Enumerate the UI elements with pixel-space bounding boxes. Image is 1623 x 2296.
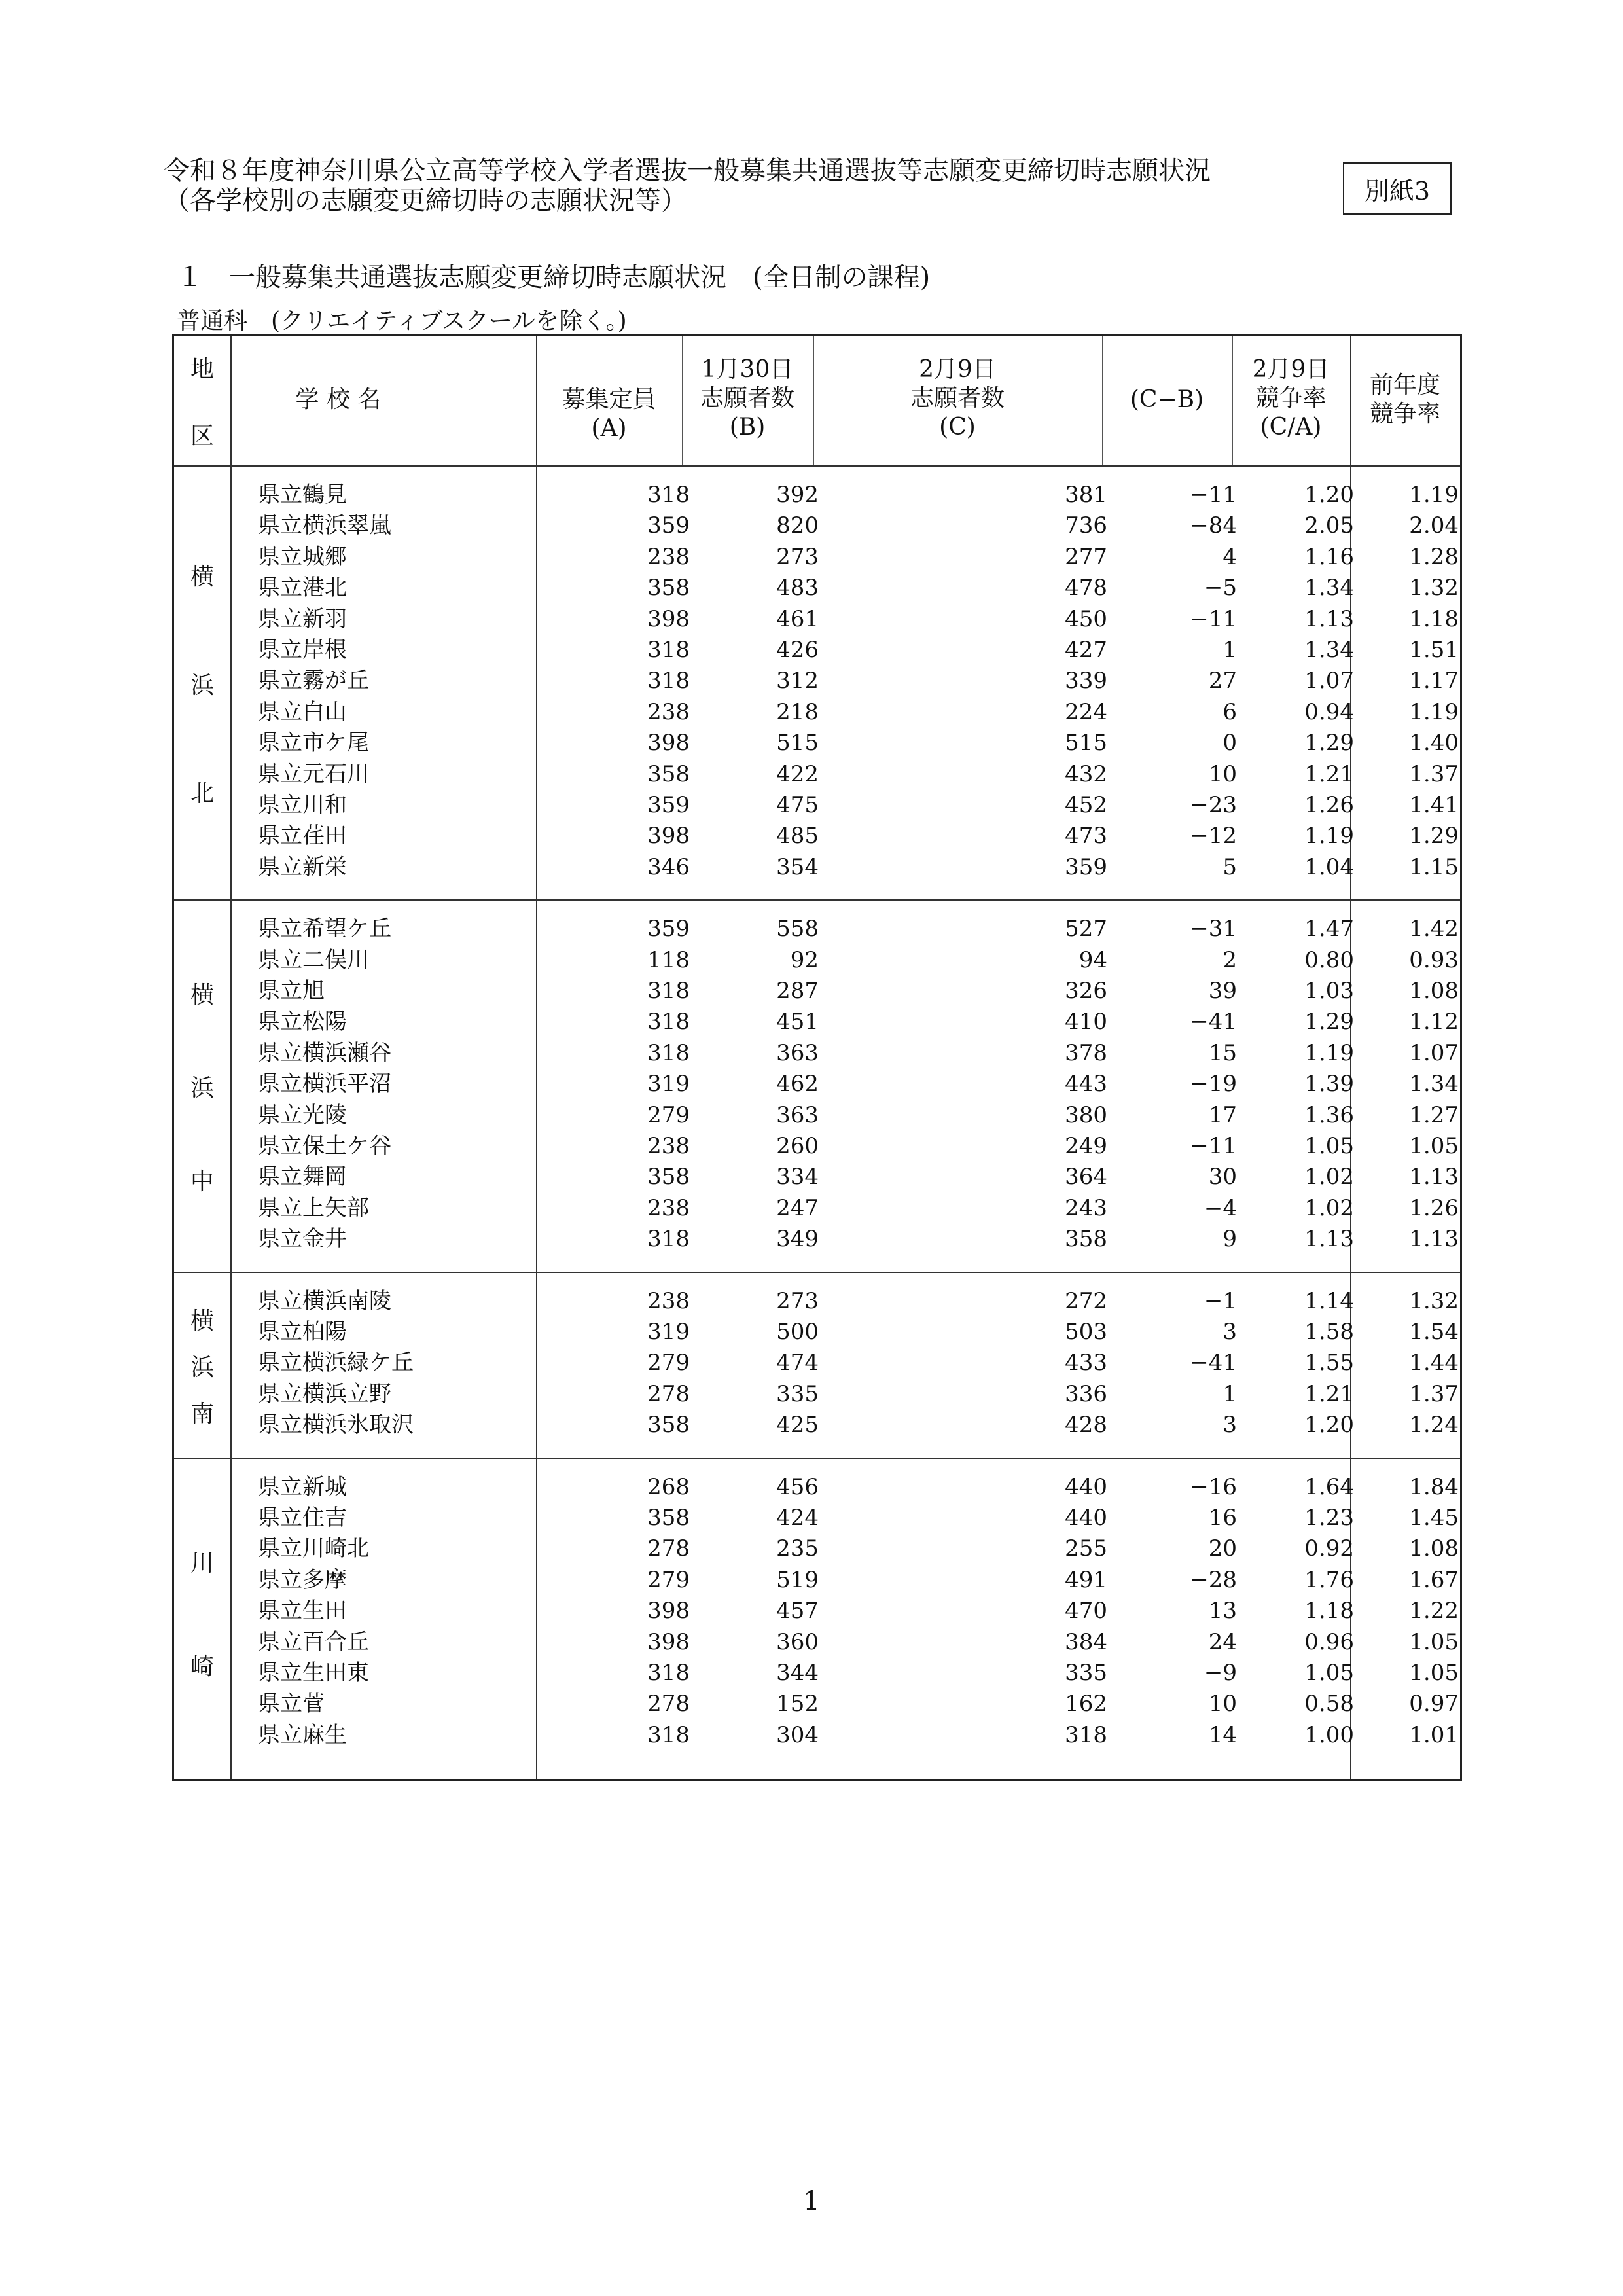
jan30-value: 260: [776, 1133, 819, 1159]
header-feb9: 2月9日 志願者数 (C): [910, 356, 1005, 440]
jan30-value: 422: [776, 761, 819, 787]
feb9-value: 359: [1065, 853, 1107, 880]
feb9-value: 515: [1065, 730, 1107, 757]
diff-value: −11: [1190, 482, 1237, 508]
jan30-value: 273: [776, 543, 819, 570]
feb9-value: 428: [1065, 1412, 1107, 1439]
diff-value: 3: [1222, 1319, 1237, 1345]
school-name: 県立保土ケ谷: [258, 1133, 391, 1159]
ratio-value: 1.02: [1304, 1164, 1354, 1191]
school-name: 県立希望ケ丘: [258, 916, 391, 942]
ratio-value: 1.20: [1304, 1412, 1354, 1439]
capacity-value: 398: [647, 1598, 690, 1624]
prev-ratio-value: 1.08: [1409, 978, 1459, 1004]
jan30-value: 558: [776, 916, 819, 942]
jan30-value: 273: [776, 1287, 819, 1314]
prev-ratio-value: 1.32: [1409, 575, 1459, 601]
capacity-value: 278: [647, 1691, 690, 1717]
capacity-value: 359: [647, 512, 690, 539]
ratio-value: 1.05: [1304, 1660, 1354, 1686]
feb9-value: 339: [1065, 668, 1107, 694]
capacity-value: 346: [647, 853, 690, 880]
diff-value: 6: [1222, 698, 1237, 725]
jan30-value: 451: [776, 1009, 819, 1035]
header-school: 学 校 名: [295, 386, 382, 413]
ratio-value: 0.94: [1304, 698, 1354, 725]
school-name: 県立生田東: [258, 1660, 369, 1686]
prev-ratio-value: 0.93: [1409, 946, 1459, 973]
ratio-value: 1.16: [1304, 543, 1354, 570]
capacity-value: 398: [647, 605, 690, 632]
region-label-char: 横: [190, 1307, 214, 1335]
diff-value: 3: [1222, 1412, 1237, 1439]
feb9-value: 378: [1065, 1039, 1107, 1066]
ratio-value: 1.36: [1304, 1102, 1354, 1128]
school-name: 県立新城: [258, 1473, 347, 1500]
prev-ratio-value: 1.12: [1409, 1009, 1459, 1035]
capacity-value: 268: [647, 1473, 690, 1500]
applicant-status-table: [172, 334, 1462, 1781]
header-jan30: 1月30日 志願者数 (B): [700, 356, 794, 440]
diff-value: −84: [1190, 512, 1237, 539]
diff-value: −4: [1204, 1194, 1237, 1221]
jan30-value: 457: [776, 1598, 819, 1624]
capacity-value: 279: [647, 1350, 690, 1376]
ratio-value: 1.64: [1304, 1473, 1354, 1500]
school-name: 県立横浜平沼: [258, 1071, 391, 1098]
jan30-value: 344: [776, 1660, 819, 1686]
prev-ratio-value: 1.19: [1409, 482, 1459, 508]
school-name: 県立川和: [258, 792, 347, 818]
ratio-value: 1.19: [1304, 1039, 1354, 1066]
diff-value: −23: [1190, 792, 1237, 818]
header-region: 地 区: [190, 356, 214, 450]
diff-value: −5: [1204, 575, 1237, 601]
grid-line: [230, 336, 232, 1779]
ratio-value: 1.39: [1304, 1071, 1354, 1098]
feb9-value: 364: [1065, 1164, 1107, 1191]
feb9-value: 255: [1065, 1535, 1107, 1562]
school-name: 県立横浜瀬谷: [258, 1039, 391, 1066]
school-name: 県立岸根: [258, 637, 347, 663]
feb9-value: 443: [1065, 1071, 1107, 1098]
prev-ratio-value: 0.97: [1409, 1691, 1459, 1717]
ratio-value: 0.58: [1304, 1691, 1354, 1717]
school-name: 県立白山: [258, 698, 347, 725]
prev-ratio-value: 1.26: [1409, 1194, 1459, 1221]
jan30-value: 426: [776, 637, 819, 663]
school-name: 県立川崎北: [258, 1535, 369, 1562]
diff-value: 15: [1208, 1039, 1237, 1066]
school-name: 県立霧が丘: [258, 668, 369, 694]
prev-ratio-value: 1.28: [1409, 543, 1459, 570]
capacity-value: 358: [647, 1412, 690, 1439]
jan30-value: 820: [776, 512, 819, 539]
capacity-value: 278: [647, 1535, 690, 1562]
ratio-value: 1.29: [1304, 1009, 1354, 1035]
jan30-value: 425: [776, 1412, 819, 1439]
prev-ratio-value: 1.05: [1409, 1133, 1459, 1159]
school-name: 県立舞岡: [258, 1164, 347, 1191]
feb9-value: 410: [1065, 1009, 1107, 1035]
ratio-value: 1.20: [1304, 482, 1354, 508]
prev-ratio-value: 1.18: [1409, 605, 1459, 632]
school-name: 県立鶴見: [258, 482, 347, 508]
capacity-value: 319: [647, 1319, 690, 1345]
jan30-value: 218: [776, 698, 819, 725]
jan30-value: 334: [776, 1164, 819, 1191]
prev-ratio-value: 1.41: [1409, 792, 1459, 818]
feb9-value: 249: [1065, 1133, 1107, 1159]
capacity-value: 398: [647, 730, 690, 757]
diff-value: 10: [1208, 1691, 1237, 1717]
document-title: [164, 156, 1211, 216]
capacity-value: 238: [647, 543, 690, 570]
header-ratio: 2月9日 競争率 (C/A): [1252, 356, 1330, 440]
jan30-value: 247: [776, 1194, 819, 1221]
jan30-value: 312: [776, 668, 819, 694]
diff-value: 2: [1222, 946, 1237, 973]
region-label-char: 川: [190, 1550, 214, 1577]
diff-value: −19: [1190, 1071, 1237, 1098]
ratio-value: 0.96: [1304, 1628, 1354, 1655]
jan30-value: 474: [776, 1350, 819, 1376]
school-name: 県立横浜緑ケ丘: [258, 1350, 414, 1376]
jan30-value: 349: [776, 1226, 819, 1253]
diff-value: 17: [1208, 1102, 1237, 1128]
diff-value: 9: [1222, 1226, 1237, 1253]
diff-value: −31: [1190, 916, 1237, 942]
prev-ratio-value: 1.19: [1409, 698, 1459, 725]
feb9-value: 427: [1065, 637, 1107, 663]
header-prev: 前年度 競争率: [1369, 372, 1440, 427]
capacity-value: 318: [647, 1660, 690, 1686]
school-name: 県立市ケ尾: [258, 730, 369, 757]
ratio-value: 1.14: [1304, 1287, 1354, 1314]
jan30-value: 475: [776, 792, 819, 818]
feb9-value: 335: [1065, 1660, 1107, 1686]
diff-value: 1: [1222, 637, 1237, 663]
region-divider: [174, 1458, 1460, 1459]
capacity-value: 238: [647, 1133, 690, 1159]
feb9-value: 380: [1065, 1102, 1107, 1128]
capacity-value: 358: [647, 761, 690, 787]
diff-value: 30: [1208, 1164, 1237, 1191]
capacity-value: 318: [647, 1039, 690, 1066]
feb9-value: 272: [1065, 1287, 1107, 1314]
region-label-char: 浜: [190, 1354, 214, 1381]
jan30-value: 462: [776, 1071, 819, 1098]
capacity-value: 318: [647, 637, 690, 663]
school-name: 県立横浜南陵: [258, 1287, 391, 1314]
ratio-value: 0.92: [1304, 1535, 1354, 1562]
prev-ratio-value: 1.17: [1409, 668, 1459, 694]
school-name: 県立荏田: [258, 823, 347, 850]
diff-value: 14: [1208, 1721, 1237, 1748]
jan30-value: 483: [776, 575, 819, 601]
diff-value: −12: [1190, 823, 1237, 850]
diff-value: −11: [1190, 1133, 1237, 1159]
prev-ratio-value: 1.27: [1409, 1102, 1459, 1128]
ratio-value: 1.03: [1304, 978, 1354, 1004]
jan30-value: 354: [776, 853, 819, 880]
jan30-value: 287: [776, 978, 819, 1004]
capacity-value: 319: [647, 1071, 690, 1098]
ratio-value: 1.55: [1304, 1350, 1354, 1376]
school-name: 県立港北: [258, 575, 347, 601]
header-diff: (C−B): [1130, 386, 1204, 413]
page-number: 1: [803, 2186, 820, 2216]
feb9-value: 384: [1065, 1628, 1107, 1655]
feb9-value: 503: [1065, 1319, 1107, 1345]
diff-value: 4: [1222, 543, 1237, 570]
ratio-value: 1.21: [1304, 1380, 1354, 1407]
prev-ratio-value: 1.22: [1409, 1598, 1459, 1624]
feb9-value: 358: [1065, 1226, 1107, 1253]
prev-ratio-value: 1.54: [1409, 1319, 1459, 1345]
feb9-value: 440: [1065, 1473, 1107, 1500]
school-name: 県立生田: [258, 1598, 347, 1624]
capacity-value: 279: [647, 1102, 690, 1128]
feb9-value: 470: [1065, 1598, 1107, 1624]
prev-ratio-value: 1.42: [1409, 916, 1459, 942]
capacity-value: 358: [647, 1164, 690, 1191]
feb9-value: 527: [1065, 916, 1107, 942]
jan30-value: 461: [776, 605, 819, 632]
capacity-value: 238: [647, 698, 690, 725]
ratio-value: 1.00: [1304, 1721, 1354, 1748]
diff-value: 24: [1208, 1628, 1237, 1655]
prev-ratio-value: 2.04: [1409, 512, 1459, 539]
jan30-value: 515: [776, 730, 819, 757]
prev-ratio-value: 1.24: [1409, 1412, 1459, 1439]
jan30-value: 424: [776, 1505, 819, 1531]
prev-ratio-value: 1.51: [1409, 637, 1459, 663]
capacity-value: 398: [647, 823, 690, 850]
school-name: 県立新栄: [258, 853, 347, 880]
prev-ratio-value: 1.40: [1409, 730, 1459, 757]
jan30-value: 360: [776, 1628, 819, 1655]
capacity-value: 358: [647, 1505, 690, 1531]
school-name: 県立柏陽: [258, 1319, 347, 1345]
header-capacity: 募集定員 (A): [562, 386, 656, 442]
ratio-value: 1.18: [1304, 1598, 1354, 1624]
diff-value: 39: [1208, 978, 1237, 1004]
prev-ratio-value: 1.37: [1409, 1380, 1459, 1407]
jan30-value: 485: [776, 823, 819, 850]
diff-value: −41: [1190, 1009, 1237, 1035]
prev-ratio-value: 1.05: [1409, 1660, 1459, 1686]
title-line-1: 令和８年度神奈川県公立高等学校入学者選抜一般募集共通選抜等志願変更締切時志願状況: [164, 156, 1211, 186]
header-divider: [174, 465, 1460, 467]
feb9-value: 326: [1065, 978, 1107, 1004]
ratio-value: 1.26: [1304, 792, 1354, 818]
prev-ratio-value: 1.67: [1409, 1566, 1459, 1593]
feb9-value: 478: [1065, 575, 1107, 601]
feb9-value: 224: [1065, 698, 1107, 725]
capacity-value: 278: [647, 1380, 690, 1407]
capacity-value: 318: [647, 1226, 690, 1253]
ratio-value: 0.80: [1304, 946, 1354, 973]
school-name: 県立多摩: [258, 1566, 347, 1593]
diff-value: 13: [1208, 1598, 1237, 1624]
ratio-value: 1.02: [1304, 1194, 1354, 1221]
capacity-value: 279: [647, 1566, 690, 1593]
prev-ratio-value: 1.08: [1409, 1535, 1459, 1562]
region-label-char: 横: [190, 563, 214, 590]
region-divider: [174, 1272, 1460, 1273]
capacity-value: 318: [647, 978, 690, 1004]
jan30-value: 363: [776, 1039, 819, 1066]
prev-ratio-value: 1.07: [1409, 1039, 1459, 1066]
school-name: 県立二俣川: [258, 946, 369, 973]
school-name: 県立城郷: [258, 543, 347, 570]
feb9-value: 433: [1065, 1350, 1107, 1376]
region-label-char: 南: [190, 1400, 214, 1427]
feb9-value: 336: [1065, 1380, 1107, 1407]
school-name: 県立横浜立野: [258, 1380, 391, 1407]
ratio-value: 1.07: [1304, 668, 1354, 694]
diff-value: −1: [1204, 1287, 1237, 1314]
school-name: 県立横浜翠嵐: [258, 512, 391, 539]
ratio-value: 1.76: [1304, 1566, 1354, 1593]
title-line-2: （各学校別の志願変更締切時の志願状況等）: [164, 186, 687, 216]
prev-ratio-value: 1.13: [1409, 1226, 1459, 1253]
capacity-value: 358: [647, 575, 690, 601]
prev-ratio-value: 1.05: [1409, 1628, 1459, 1655]
diff-value: −11: [1190, 605, 1237, 632]
diff-value: 0: [1222, 730, 1237, 757]
diff-value: −28: [1190, 1566, 1237, 1593]
feb9-value: 318: [1065, 1721, 1107, 1748]
capacity-value: 318: [647, 1009, 690, 1035]
grid-line: [536, 336, 537, 1779]
school-name: 県立光陵: [258, 1102, 347, 1128]
feb9-value: 452: [1065, 792, 1107, 818]
diff-value: −41: [1190, 1350, 1237, 1376]
ratio-value: 1.13: [1304, 1226, 1354, 1253]
section-heading: １ 一般募集共通選抜志願変更締切時志願状況 (全日制の課程): [177, 262, 931, 293]
feb9-value: 473: [1065, 823, 1107, 850]
capacity-value: 318: [647, 482, 690, 508]
diff-value: 20: [1208, 1535, 1237, 1562]
ratio-value: 1.23: [1304, 1505, 1354, 1531]
feb9-value: 277: [1065, 543, 1107, 570]
jan30-value: 456: [776, 1473, 819, 1500]
ratio-value: 1.21: [1304, 761, 1354, 787]
school-name: 県立横浜氷取沢: [258, 1412, 414, 1439]
school-name: 県立上矢部: [258, 1194, 369, 1221]
school-name: 県立菅: [258, 1691, 325, 1717]
feb9-value: 440: [1065, 1505, 1107, 1531]
ratio-value: 1.13: [1304, 605, 1354, 632]
region-label-char: 北: [190, 780, 214, 808]
school-name: 県立麻生: [258, 1721, 347, 1748]
prev-ratio-value: 1.84: [1409, 1473, 1459, 1500]
subsection-heading: 普通科 (クリエイティブスクールを除く。): [177, 308, 627, 334]
jan30-value: 500: [776, 1319, 819, 1345]
feb9-value: 162: [1065, 1691, 1107, 1717]
school-name: 県立旭: [258, 978, 325, 1004]
region-label-char: 崎: [190, 1653, 214, 1681]
jan30-value: 335: [776, 1380, 819, 1407]
prev-ratio-value: 1.13: [1409, 1164, 1459, 1191]
jan30-value: 152: [776, 1691, 819, 1717]
diff-value: 27: [1208, 668, 1237, 694]
school-name: 県立元石川: [258, 761, 369, 787]
ratio-value: 1.58: [1304, 1319, 1354, 1345]
diff-value: −16: [1190, 1473, 1237, 1500]
ratio-value: 1.34: [1304, 637, 1354, 663]
school-name: 県立住吉: [258, 1505, 347, 1531]
feb9-value: 243: [1065, 1194, 1107, 1221]
school-name: 県立新羽: [258, 605, 347, 632]
jan30-value: 304: [776, 1721, 819, 1748]
capacity-value: 318: [647, 1721, 690, 1748]
capacity-value: 238: [647, 1194, 690, 1221]
jan30-value: 392: [776, 482, 819, 508]
feb9-value: 491: [1065, 1566, 1107, 1593]
ratio-value: 1.29: [1304, 730, 1354, 757]
jan30-value: 235: [776, 1535, 819, 1562]
ratio-value: 1.05: [1304, 1133, 1354, 1159]
diff-value: 1: [1222, 1380, 1237, 1407]
school-name: 県立松陽: [258, 1009, 347, 1035]
ratio-value: 1.04: [1304, 853, 1354, 880]
prev-ratio-value: 1.32: [1409, 1287, 1459, 1314]
feb9-value: 450: [1065, 605, 1107, 632]
jan30-value: 92: [790, 946, 819, 973]
region-divider: [174, 899, 1460, 901]
region-label-char: 浜: [190, 672, 214, 699]
capacity-value: 359: [647, 916, 690, 942]
feb9-value: 94: [1079, 946, 1107, 973]
prev-ratio-value: 1.45: [1409, 1505, 1459, 1531]
prev-ratio-value: 1.29: [1409, 823, 1459, 850]
prev-ratio-value: 1.01: [1409, 1721, 1459, 1748]
ratio-value: 1.47: [1304, 916, 1354, 942]
prev-ratio-value: 1.34: [1409, 1071, 1459, 1098]
region-label-char: 横: [190, 982, 214, 1009]
ratio-value: 1.34: [1304, 575, 1354, 601]
jan30-value: 363: [776, 1102, 819, 1128]
region-label-char: 中: [190, 1168, 214, 1195]
capacity-value: 118: [647, 946, 690, 973]
school-name: 県立百合丘: [258, 1628, 369, 1655]
ratio-value: 2.05: [1304, 512, 1354, 539]
capacity-value: 398: [647, 1628, 690, 1655]
feb9-value: 432: [1065, 761, 1107, 787]
diff-value: 5: [1222, 853, 1237, 880]
attachment-badge: 別紙3: [1343, 162, 1452, 215]
diff-value: −9: [1204, 1660, 1237, 1686]
prev-ratio-value: 1.44: [1409, 1350, 1459, 1376]
prev-ratio-value: 1.15: [1409, 853, 1459, 880]
region-label-char: 浜: [190, 1075, 214, 1102]
feb9-value: 381: [1065, 482, 1107, 508]
ratio-value: 1.19: [1304, 823, 1354, 850]
diff-value: 16: [1208, 1505, 1237, 1531]
capacity-value: 359: [647, 792, 690, 818]
capacity-value: 318: [647, 668, 690, 694]
feb9-value: 736: [1065, 512, 1107, 539]
capacity-value: 238: [647, 1287, 690, 1314]
school-name: 県立金井: [258, 1226, 347, 1253]
diff-value: 10: [1208, 761, 1237, 787]
prev-ratio-value: 1.37: [1409, 761, 1459, 787]
jan30-value: 519: [776, 1566, 819, 1593]
